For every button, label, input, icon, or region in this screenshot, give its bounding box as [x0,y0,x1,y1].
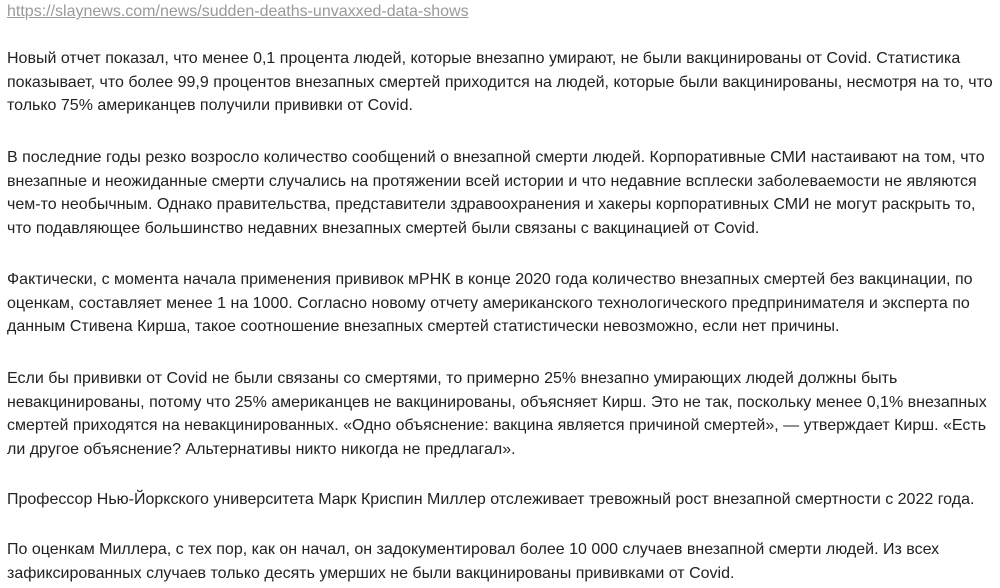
article-paragraph-3: Фактически, с момента начала применения прививок мРНК в конце 2020 года количество внезапных смертей без вакцинации, по оценкам, составляет менее 1 на 1000. Согласно новому отчету американского технологического предпринимателя и эксперта по данным Стивена Кирша, такое соотношение внезапных смертей статистически невозможно, если нет причины. [7,271,973,335]
article-paragraph-4: Если бы прививки от Covid не были связаны со смертями, то примерно 25% внезапно умирающих людей должны быть невакцинированы, потому что 25% американцев не вакцинированы, объясняет Кирш. Это не так, поскольку менее 0,1% внезапных смертей приходятся на невакцинированных. «Одно объяснение: вакцина является причиной смертей», — утверждает Кирш. «Есть ли другое объяснение? Альтернативы никто никогда не предлагал». [7,370,987,458]
article-paragraph-6: По оценкам Миллера, с тех пор, как он начал, он задокументировал более 10 000 случаев внезапной смерти людей. Из всех зафиксированных случаев только десять умерших не были вакцинированы прививками от Covid. [7,541,940,582]
article-paragraph-5: Профессор Нью-Йоркского университета Марк Криспин Миллер отслеживает тревожный рост внезапной смертности с 2022 года. [7,491,975,508]
article-paragraph-2: В последние годы резко возросло количество сообщений о внезапной смерти людей. Корпоративные СМИ настаивают на том, что внезапные и неожиданные смерти случались на протяжении всей истории и что недавние всплески заболеваемости не являются чем-то необычным. Однако правительства, представители здравоохранения и хакеры корпоративных СМИ не могут раскрыть то, что подавляющее большинство недавних внезапных смертей были связаны с вакцинацией от Covid. [7,149,985,237]
article-paragraph-1: Новый отчет показал, что менее 0,1 процента людей, которые внезапно умирают, не были вакцинированы от Covid. Статистика показывает, что более 99,9 процентов внезапных смертей приходится на людей, которые были вакцинированы, несмотря на то, что только 75% американцев получили прививки от Covid. [7,50,993,114]
article [7,0,997,582]
source-link[interactable]: https://slaynews.com/news/sudden-deaths-unvaxxed-data-shows [7,3,469,20]
